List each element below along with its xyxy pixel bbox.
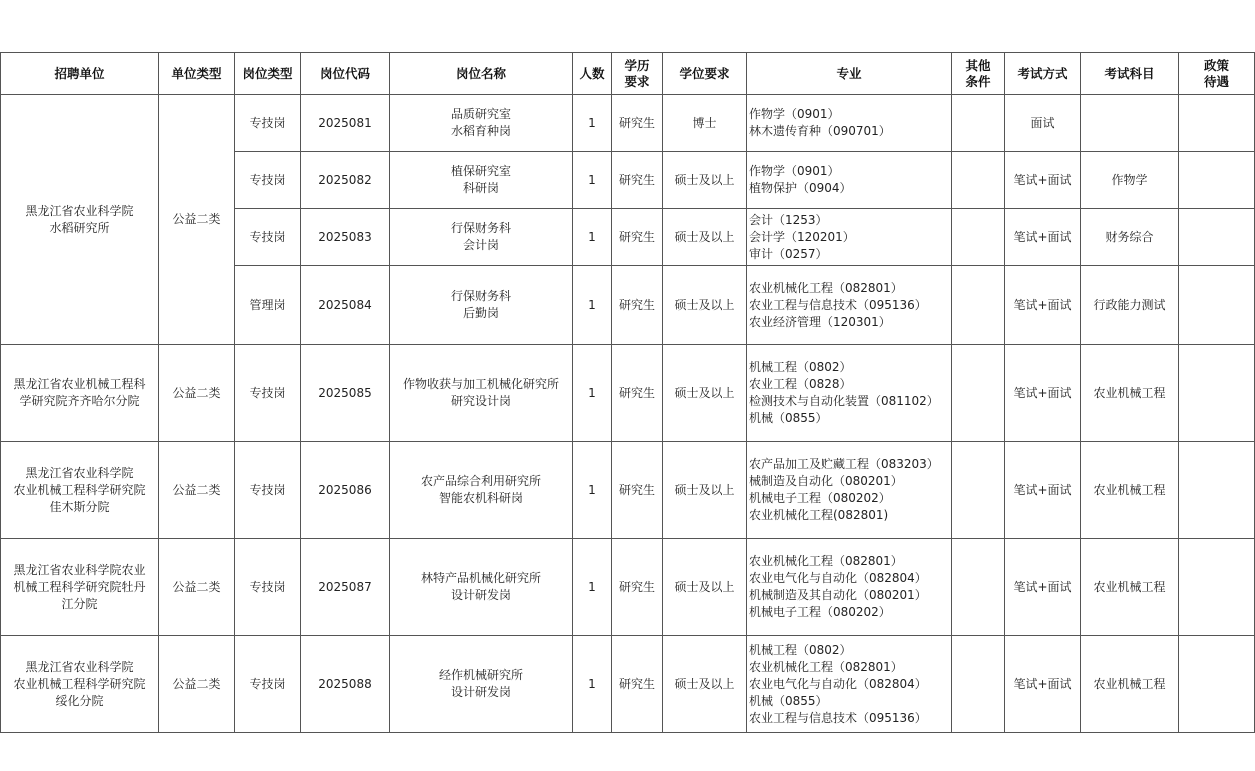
- cell-major-line: 农业机械化工程（082801）: [749, 659, 903, 674]
- cell-exam-subject: 农业机械工程: [1081, 442, 1179, 539]
- cell-unit-type: 公益二类: [159, 95, 235, 345]
- header-exam-method: 考试方式: [1005, 53, 1081, 95]
- header-count: 人数: [573, 53, 612, 95]
- header-post-type: 岗位类型: [235, 53, 301, 95]
- cell-degree: 硕士及以上: [663, 442, 747, 539]
- header-unit-type: 单位类型: [159, 53, 235, 95]
- cell-post-name-line: 智能农机科研岗: [438, 491, 523, 505]
- cell-other: [952, 209, 1005, 266]
- cell-post-name-line: 水稻育种岗: [450, 124, 511, 138]
- cell-post-name-line: 农产品综合利用研究所: [420, 474, 541, 488]
- cell-post-name: [390, 345, 573, 442]
- cell-count: 1: [573, 442, 612, 539]
- header-row: [1, 53, 1255, 95]
- cell-major: [747, 152, 952, 209]
- cell-major-line: 检测技术与自动化装置（081102）: [749, 394, 939, 408]
- cell-degree: 硕士及以上: [663, 539, 747, 636]
- cell-degree: 硕士及以上: [663, 209, 747, 266]
- cell-degree: 硕士及以上: [663, 345, 747, 442]
- cell-policy: [1179, 209, 1255, 266]
- cell-post-code: 2025081: [301, 95, 390, 152]
- cell-unit-line: 农业机械工程科学研究院: [13, 676, 146, 691]
- table-body: [1, 95, 1255, 733]
- cell-post-name-line: 会计岗: [462, 238, 499, 252]
- cell-major-line: 机械工程（0802）: [749, 642, 852, 657]
- cell-post-code: 2025084: [301, 266, 390, 345]
- cell-major-line: 农业工程与信息技术（095136）: [749, 297, 927, 312]
- cell-exam-method: 笔试+面试: [1005, 539, 1081, 636]
- cell-education: 研究生: [612, 266, 663, 345]
- table-row: [1, 345, 1255, 442]
- cell-unit-line: 机械工程科学研究院牡丹: [13, 579, 146, 594]
- cell-major-line: 农业机械化工程（082801）: [749, 554, 903, 568]
- cell-unit-line: 水稻研究所: [49, 220, 110, 235]
- cell-post-name-line: 后勤岗: [462, 306, 499, 320]
- cell-unit-line: 黑龙江省农业科学院: [25, 465, 134, 480]
- cell-exam-subject: 农业机械工程: [1081, 345, 1179, 442]
- cell-post-type: 管理岗: [235, 266, 301, 345]
- cell-major-line: 机械（0855）: [749, 693, 828, 708]
- cell-major: [747, 345, 952, 442]
- cell-post-name-line: 行保财务科: [450, 221, 511, 235]
- cell-major-line: 农业电气化与自动化（082804）: [749, 676, 927, 691]
- cell-post-name-line: 作物收获与加工机械化研究所: [402, 377, 559, 391]
- cell-major: [747, 442, 952, 539]
- cell-count: 1: [573, 209, 612, 266]
- cell-degree: 硕士及以上: [663, 636, 747, 733]
- cell-unit-type: 公益二类: [159, 345, 235, 442]
- cell-post-type: 专技岗: [235, 152, 301, 209]
- cell-post-name: [390, 539, 573, 636]
- cell-post-type: 专技岗: [235, 345, 301, 442]
- cell-education: 研究生: [612, 95, 663, 152]
- cell-policy: [1179, 539, 1255, 636]
- cell-major-line: 农业电气化与自动化（082804）: [749, 571, 927, 585]
- cell-exam-method: 笔试+面试: [1005, 266, 1081, 345]
- cell-post-name: [390, 636, 573, 733]
- cell-major-line: 作物学（0901）: [749, 107, 840, 121]
- cell-unit: [1, 345, 159, 442]
- cell-education: 研究生: [612, 345, 663, 442]
- cell-count: 1: [573, 345, 612, 442]
- cell-major-line: 机械制造及其自动化（080201）: [749, 588, 927, 602]
- cell-major: [747, 636, 952, 733]
- cell-major-line: 农产品加工及贮藏工程（083203）: [749, 457, 939, 471]
- cell-exam-subject: 作物学: [1081, 152, 1179, 209]
- cell-count: 1: [573, 266, 612, 345]
- cell-degree: 硕士及以上: [663, 152, 747, 209]
- cell-policy: [1179, 442, 1255, 539]
- cell-unit-line: 农业机械工程科学研究院: [13, 482, 146, 497]
- cell-unit: [1, 442, 159, 539]
- cell-other: [952, 95, 1005, 152]
- cell-unit-type: 公益二类: [159, 539, 235, 636]
- cell-policy: [1179, 95, 1255, 152]
- cell-unit-line: 黑龙江省农业科学院: [25, 659, 134, 674]
- cell-exam-method: 面试: [1005, 95, 1081, 152]
- cell-unit-line: 江分院: [61, 596, 98, 611]
- cell-degree: 博士: [663, 95, 747, 152]
- cell-major-line: 机械电子工程（080202）: [749, 605, 891, 619]
- table-row: [1, 636, 1255, 733]
- cell-post-name-line: 科研岗: [462, 181, 499, 195]
- cell-unit-line: 黑龙江省农业机械工程科: [13, 377, 146, 391]
- cell-education: 研究生: [612, 442, 663, 539]
- cell-post-name-line: 植保研究室: [450, 164, 511, 178]
- cell-major: [747, 539, 952, 636]
- cell-unit-line: 佳木斯分院: [49, 499, 110, 514]
- cell-major: [747, 95, 952, 152]
- header-degree: 学位要求: [663, 53, 747, 95]
- cell-degree: 硕士及以上: [663, 266, 747, 345]
- cell-post-code: 2025086: [301, 442, 390, 539]
- cell-major-line: 机械（0855）: [749, 411, 828, 425]
- cell-exam-subject: [1081, 95, 1179, 152]
- cell-post-code: 2025085: [301, 345, 390, 442]
- cell-unit-type: 公益二类: [159, 442, 235, 539]
- cell-post-type: 专技岗: [235, 95, 301, 152]
- recruitment-table: [0, 52, 1255, 733]
- cell-count: 1: [573, 539, 612, 636]
- header-exam-subject: 考试科目: [1081, 53, 1179, 95]
- cell-post-name: [390, 95, 573, 152]
- cell-exam-method: 笔试+面试: [1005, 209, 1081, 266]
- cell-exam-method: 笔试+面试: [1005, 636, 1081, 733]
- cell-policy: [1179, 152, 1255, 209]
- cell-post-name-line: 行保财务科: [450, 289, 511, 303]
- cell-major-line: 审计（0257）: [749, 246, 828, 261]
- cell-exam-method: 笔试+面试: [1005, 152, 1081, 209]
- cell-major: [747, 266, 952, 345]
- cell-major-line: 林木遗传育种（090701）: [749, 124, 891, 138]
- table-row: [1, 442, 1255, 539]
- table-row: [1, 95, 1255, 152]
- cell-exam-subject: 农业机械工程: [1081, 636, 1179, 733]
- cell-major-line: 会计（1253）: [749, 212, 828, 227]
- cell-post-name-line: 设计研发岗: [450, 685, 511, 699]
- cell-major-line: 农业工程与信息技术（095136）: [749, 710, 927, 725]
- cell-other: [952, 152, 1005, 209]
- cell-post-type: 专技岗: [235, 539, 301, 636]
- cell-post-name-line: 经作机械研究所: [438, 668, 523, 682]
- cell-post-code: 2025082: [301, 152, 390, 209]
- cell-exam-subject: 财务综合: [1081, 209, 1179, 266]
- cell-post-type: 专技岗: [235, 636, 301, 733]
- cell-post-name: [390, 209, 573, 266]
- cell-unit: [1, 95, 159, 345]
- cell-post-name: [390, 266, 573, 345]
- cell-post-code: 2025083: [301, 209, 390, 266]
- cell-other: [952, 539, 1005, 636]
- cell-major-line: 农业经济管理（120301）: [749, 314, 891, 329]
- cell-post-name-line: 研究设计岗: [450, 394, 511, 408]
- cell-other: [952, 345, 1005, 442]
- cell-major-line: 会计学（120201）: [749, 229, 855, 244]
- cell-exam-method: 笔试+面试: [1005, 442, 1081, 539]
- cell-unit-type: 公益二类: [159, 636, 235, 733]
- cell-unit-line: 学研究院齐齐哈尔分院: [19, 394, 140, 408]
- cell-post-name: [390, 152, 573, 209]
- cell-post-code: 2025087: [301, 539, 390, 636]
- header-post-name: 岗位名称: [390, 53, 573, 95]
- header-major: 专业: [747, 53, 952, 95]
- cell-policy: [1179, 636, 1255, 733]
- cell-post-type: 专技岗: [235, 442, 301, 539]
- cell-unit: [1, 539, 159, 636]
- cell-exam-method: 笔试+面试: [1005, 345, 1081, 442]
- cell-post-name-line: 品质研究室: [450, 107, 511, 121]
- cell-unit-line: 绥化分院: [55, 693, 104, 708]
- cell-major-line: 农业机械化工程(082801): [749, 508, 889, 522]
- cell-post-name: [390, 442, 573, 539]
- header-policy: 政策 待遇: [1179, 53, 1255, 95]
- cell-unit-line: 黑龙江省农业科学院农业: [13, 562, 146, 577]
- cell-major-line: 农业工程（0828）: [749, 377, 852, 391]
- cell-post-name-line: 林特产品机械化研究所: [420, 571, 541, 585]
- table-row: [1, 539, 1255, 636]
- cell-major-line: 农业机械化工程（082801）: [749, 280, 903, 295]
- cell-education: 研究生: [612, 152, 663, 209]
- cell-major: [747, 209, 952, 266]
- cell-education: 研究生: [612, 209, 663, 266]
- cell-exam-subject: 农业机械工程: [1081, 539, 1179, 636]
- cell-post-code: 2025088: [301, 636, 390, 733]
- cell-policy: [1179, 345, 1255, 442]
- cell-post-name-line: 设计研发岗: [450, 588, 511, 602]
- cell-policy: [1179, 266, 1255, 345]
- cell-unit: [1, 636, 159, 733]
- cell-other: [952, 442, 1005, 539]
- header-education: 学历 要求: [612, 53, 663, 95]
- cell-major-line: 植物保护（0904）: [749, 181, 852, 195]
- cell-exam-subject: 行政能力测试: [1081, 266, 1179, 345]
- cell-post-type: 专技岗: [235, 209, 301, 266]
- header-unit: 招聘单位: [1, 53, 159, 95]
- cell-major-line: 机械工程（0802）: [749, 360, 852, 374]
- cell-other: [952, 636, 1005, 733]
- cell-count: 1: [573, 95, 612, 152]
- header-post-code: 岗位代码: [301, 53, 390, 95]
- cell-count: 1: [573, 152, 612, 209]
- cell-count: 1: [573, 636, 612, 733]
- cell-major-line: 机械电子工程（080202）: [749, 491, 891, 505]
- cell-major-line: 械制造及自动化（080201）: [749, 474, 903, 488]
- cell-other: [952, 266, 1005, 345]
- header-other: 其他 条件: [952, 53, 1005, 95]
- cell-major-line: 作物学（0901）: [749, 164, 840, 178]
- cell-education: 研究生: [612, 539, 663, 636]
- cell-education: 研究生: [612, 636, 663, 733]
- cell-unit-line: 黑龙江省农业科学院: [25, 203, 134, 218]
